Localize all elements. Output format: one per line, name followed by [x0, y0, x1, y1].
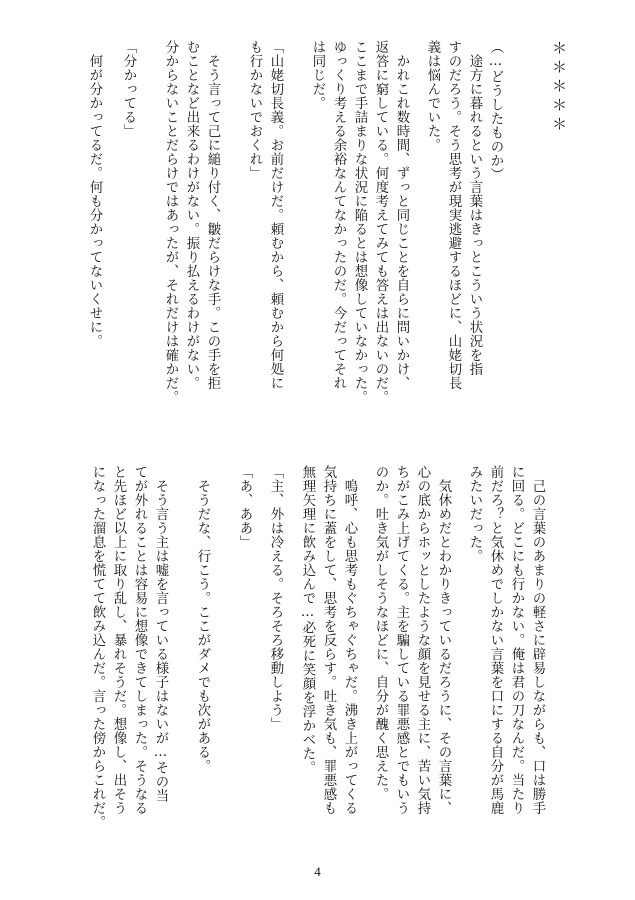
text-column: 「分かってる」 [121, 40, 136, 138]
text-column: と先ほど以上に取り乱し、暴れそうだ。想像し、出そう [111, 465, 126, 815]
text-column: そうだな、行こう。ここがダメでも次がある。 [195, 465, 210, 773]
text-column: 心の底からホッとしたような顔を見せる主に、苦い気持 [415, 465, 430, 815]
text-column: ちがこみ上げてくる。主を騙している罪悪感とでもいう [394, 465, 409, 815]
text-column: 途方に暮れるという言葉はきっとこういう状況を指 [467, 40, 482, 376]
text-column: になった溜息を慌てて飲み込んだ。言った傍からこれだ。 [90, 465, 105, 829]
text-column: のか。吐き気がしそうなほどに、自分が醜く思えた。 [373, 465, 388, 801]
text-column: 気持ちに蓋をして、思考を反らす。吐き気も、罪悪感も [321, 465, 336, 815]
text-column: に回る。どこにも行かない。俺は君の刀なんだ。当たり [509, 465, 524, 815]
section-divider-stars: ＊＊＊＊＊ [550, 40, 568, 135]
text-column: そう言う主は嘘を言っている様子はないが…その当 [153, 465, 168, 803]
text-column: すのだろう。そう思考が現実逃避するほどに、山姥切長 [446, 40, 461, 390]
text-column: 何が分かってるだ。何も分かってないくせに。 [87, 40, 102, 348]
text-column [506, 40, 526, 430]
text-column: ゆっくり考える余裕なんてなかったのだ。今だってそれ [331, 40, 346, 390]
text-column: も行かないでおくれ」 [247, 40, 262, 180]
page-number: 4 [314, 864, 321, 879]
text-column: 気休めだとわかりきっているだろうに、その言葉に、 [436, 465, 451, 815]
text-column: そう言って己に縋り付く、皺だらけな手。この手を拒 [205, 40, 220, 390]
text-column: 「あ、ああ」 [237, 465, 252, 549]
text-column: 嗚呼、心も思考もぐちゃぐちゃだ。沸き上がってくる [342, 465, 357, 815]
text-column: 返答に窮している。何度考えてみても答えは出ないのだ。 [373, 40, 388, 404]
text-column: 「山姥切長義。お前だけだ。頼むから、頼むから何処に [268, 40, 283, 390]
text-column [527, 40, 547, 430]
text-column: 分からないことだらけではあったが、それだけは確かだ。 [163, 40, 178, 404]
text-column: （…どうしたものか） [488, 40, 503, 182]
text-column: 前だろ？と気休めでしかない言葉を口にする自分が馬鹿 [488, 465, 503, 815]
text-column: かれこれ数時間、ずっと同じことを自らに問いかけ、 [394, 40, 409, 390]
text-column: てが外れることは容易に想像できてしまった。そうなる [132, 465, 147, 815]
text-column: 己の言葉のあまりの軽さに辟易しながらも、口は勝手 [530, 465, 545, 815]
text-column: みたいだった。 [467, 465, 482, 563]
text-column: 無理矢理に飲み込んで…必死に笑顔を浮かべた。 [300, 465, 315, 775]
text-column: むことなど出来るわけがない。振り払えるわけがない。 [184, 40, 199, 390]
text-column: は同じだ。 [310, 40, 325, 110]
text-column: ここまで手詰まりな状況に陥るとは想像していなかった。 [352, 40, 367, 404]
text-column: 「主、外は冷える。そろそろ移動しよう」 [268, 465, 283, 731]
text-column: 義は悩んでいた。 [425, 40, 440, 152]
